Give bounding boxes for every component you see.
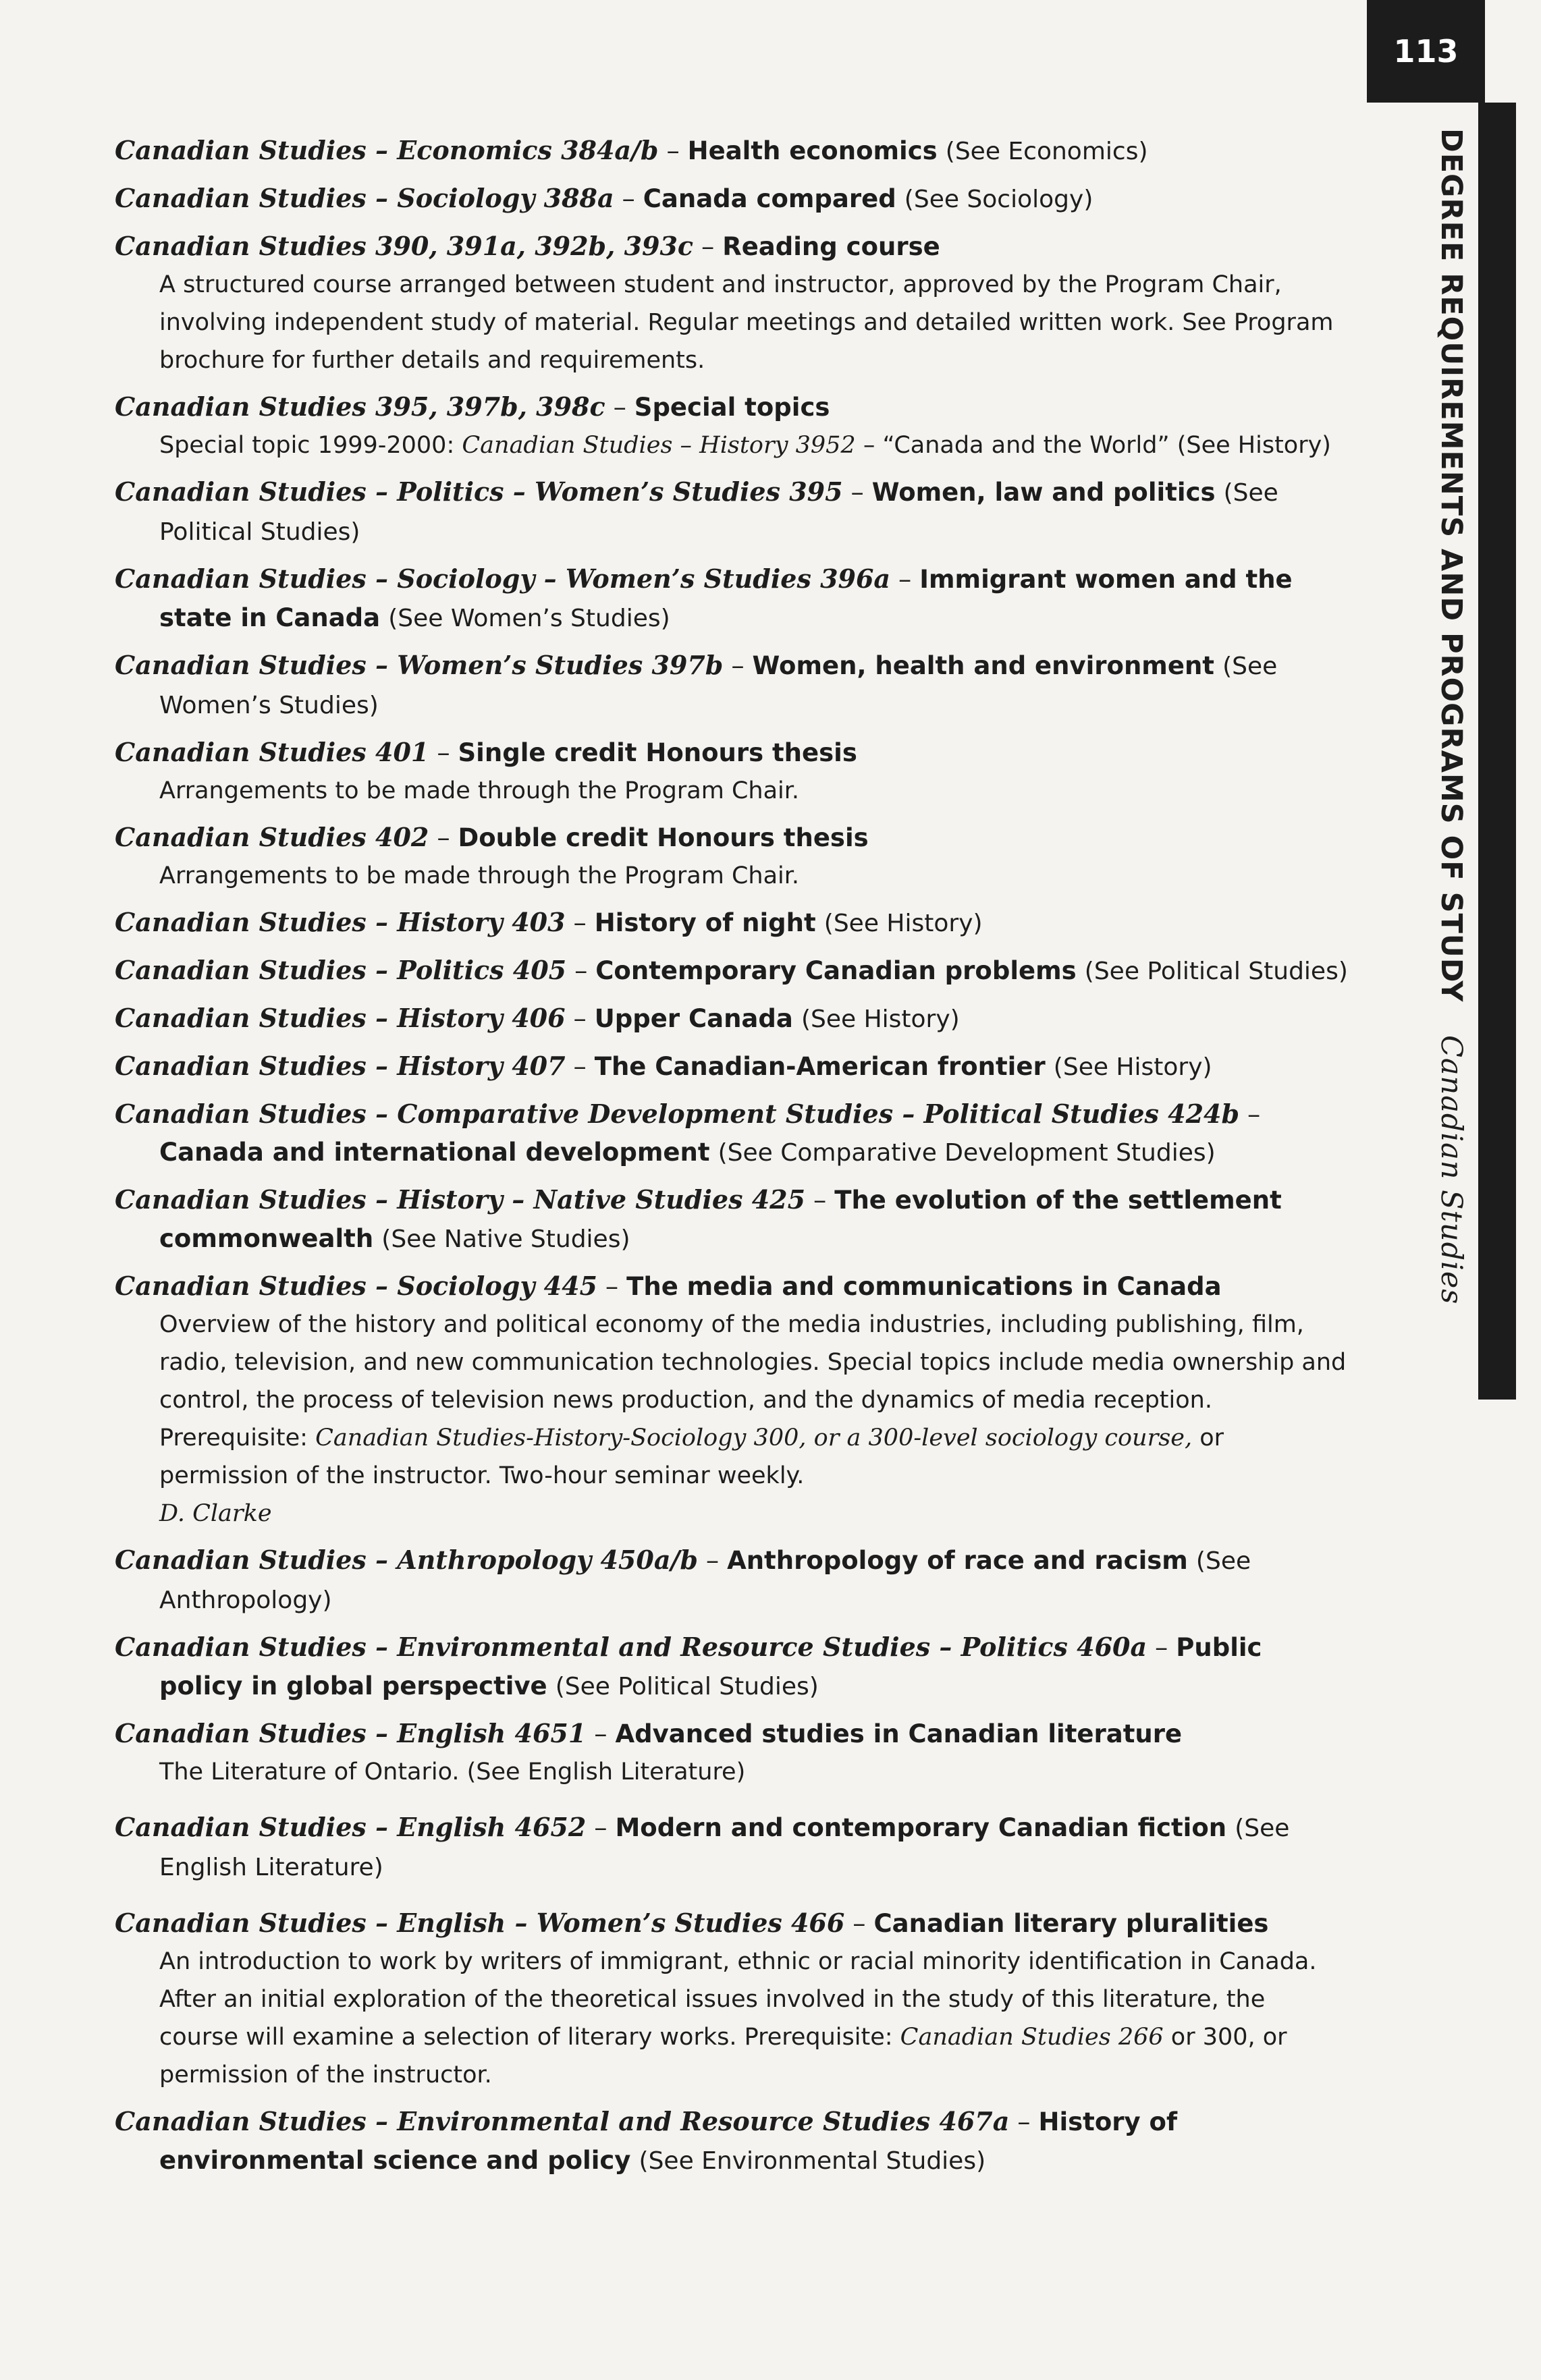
course-heading: Canadian Studies – English – Women’s Studies 466 – Canadian literary pluralities — [115, 1908, 1269, 1938]
course-entry — [115, 1808, 1350, 1887]
course-title: Reading course — [722, 232, 940, 261]
course-description — [115, 1943, 1350, 2094]
course-title: Women, law and politics — [871, 478, 1216, 507]
course-title: Advanced studies in Canadian literature — [615, 1719, 1183, 1748]
course-title: Single credit Honours thesis — [458, 738, 857, 767]
course-heading: Canadian Studies – Politics 405 – Contemporary Canadian problems (See Political Studies) — [115, 955, 1348, 985]
course-entry — [115, 734, 1350, 810]
cross-reference: (See Environmental Studies) — [639, 2147, 986, 2175]
course-entry — [115, 473, 1350, 551]
course-heading: Canadian Studies – Environmental and Resource Studies – Politics 460a – Public policy in global perspective (See Political Studies) — [115, 1632, 1262, 1700]
course-code: Canadian Studies – Anthropology 450a/b — [115, 1545, 698, 1575]
course-entry — [115, 646, 1350, 725]
description-text: A structured course arranged between student and instructor, approved by the Program Chair, involving independent study of material. Regular meetings and detailed written work. See Program brochure for further details and requirements. — [159, 271, 1334, 374]
course-entry — [115, 388, 1350, 464]
course-entry — [115, 560, 1350, 638]
course-entry — [115, 1095, 1350, 1172]
course-code: Canadian Studies – Sociology – Women’s Studies 396a — [115, 563, 891, 594]
course-entry — [115, 132, 1350, 171]
course-title: Upper Canada — [594, 1004, 793, 1033]
course-heading: Canadian Studies – Sociology 445 – The media and communications in Canada — [115, 1271, 1222, 1301]
cross-reference: (See English Literature) — [159, 1815, 1290, 1881]
description-text: An introduction to work by writers of immigrant, ethnic or racial minority identification in Canada. After an initial exploration of the theoretical issues involved in the study of this literature, the course will examine a selection of literary works. Prerequisite: — [159, 1948, 1317, 2051]
course-description — [115, 1306, 1350, 1495]
cross-reference: (See Political Studies) — [1084, 958, 1348, 985]
course-title: Canada compared — [643, 184, 896, 213]
course-title: Canada and international development — [159, 1138, 710, 1167]
description-text: The Literature of Ontario. (See English Literature) — [159, 1759, 746, 1786]
course-title: History of night — [594, 908, 816, 937]
course-title: Women, health and environment — [752, 651, 1214, 680]
course-entry — [115, 1628, 1350, 1706]
cross-reference: (See Sociology) — [904, 186, 1093, 213]
course-code: Canadian Studies – Sociology 388a — [115, 183, 614, 213]
course-heading: Canadian Studies – Women’s Studies 397b – Women, health and environment (See Women’s Studies) — [115, 650, 1278, 719]
course-heading: Canadian Studies – English 4651 – Advanced studies in Canadian literature — [115, 1718, 1183, 1748]
side-heading — [1394, 128, 1468, 1356]
course-heading: Canadian Studies – History 407 – The Canadian-American frontier (See History) — [115, 1051, 1212, 1081]
course-heading: Canadian Studies – Sociology 388a – Canada compared (See Sociology) — [115, 183, 1093, 213]
cross-reference: (See History) — [823, 910, 983, 937]
course-heading: Canadian Studies – Anthropology 450a/b – Anthropology of race and racism (See Anthropology) — [115, 1545, 1251, 1614]
course-code: Canadian Studies – History – Native Studies 425 — [115, 1184, 806, 1215]
description-text: – “Canada and the World” (See History) — [855, 432, 1331, 459]
course-code: Canadian Studies – Politics – Women’s Studies 395 — [115, 476, 843, 507]
course-code: Canadian Studies – English 4651 — [115, 1718, 587, 1748]
course-entry — [115, 999, 1350, 1039]
course-heading: Canadian Studies – History 403 – History of night (See History) — [115, 907, 983, 937]
cross-reference: (See Political Studies) — [555, 1673, 819, 1700]
course-code: Canadian Studies 395, 397b, 398c — [115, 391, 605, 422]
cross-reference: (See History) — [1053, 1053, 1212, 1081]
description-text: Special topic 1999-2000: — [159, 432, 462, 459]
course-code: Canadian Studies – Economics 384a/b — [115, 135, 659, 165]
course-code: Canadian Studies – Comparative Development Studies – Political Studies 424b — [115, 1099, 1240, 1129]
course-heading: Canadian Studies – English 4652 – Modern and contemporary Canadian fiction (See English Literature) — [115, 1812, 1290, 1881]
course-title: Special topics — [634, 393, 830, 422]
course-code: Canadian Studies – Women’s Studies 397b — [115, 650, 724, 680]
course-code: Canadian Studies – History 403 — [115, 907, 566, 937]
course-description — [115, 426, 1350, 464]
description-text: or permission of the instructor. Two-hour seminar weekly. — [159, 1424, 1224, 1489]
cross-reference: (See Native Studies) — [381, 1225, 630, 1253]
course-title: Canadian literary pluralities — [873, 1909, 1269, 1938]
cross-reference: (See Anthropology) — [159, 1547, 1251, 1614]
course-heading: Canadian Studies 401 – Single credit Honours thesis — [115, 737, 857, 767]
course-description — [115, 1753, 1350, 1791]
cross-reference: (See Economics) — [945, 138, 1148, 165]
course-title: The evolution of the settlement commonwealth — [159, 1186, 1282, 1253]
side-heading-main: DEGREE REQUIREMENTS AND PROGRAMS OF STUDY — [1434, 128, 1468, 1003]
description-text: Arrangements to be made through the Program Chair. — [159, 862, 800, 889]
course-code: Canadian Studies – English 4652 — [115, 1812, 587, 1842]
course-description — [115, 857, 1350, 895]
side-black-bar — [1478, 103, 1516, 1400]
course-code: Canadian Studies – Environmental and Resource Studies 467a — [115, 2106, 1010, 2136]
description-italic: Canadian Studies-History-Sociology 300, or a 300-level sociology course, — [315, 1424, 1193, 1451]
description-text: Arrangements to be made through the Program Chair. — [159, 777, 800, 804]
course-code: Canadian Studies – English – Women’s Studies 466 — [115, 1908, 845, 1938]
course-code: Canadian Studies – Environmental and Resource Studies – Politics 460a — [115, 1632, 1147, 1662]
description-italic: Canadian Studies 266 — [900, 2024, 1164, 2051]
course-heading: Canadian Studies – Economics 384a/b – Health economics (See Economics) — [115, 135, 1148, 165]
course-code: Canadian Studies 402 — [115, 822, 429, 852]
course-title: Anthropology of race and racism — [727, 1546, 1188, 1575]
course-entry — [115, 1904, 1350, 2094]
course-entry — [115, 1181, 1350, 1258]
course-heading: Canadian Studies – Environmental and Resource Studies 467a – History of environmental science and policy (See Environmental Studies) — [115, 2106, 1178, 2175]
course-code: Canadian Studies – Politics 405 — [115, 955, 567, 985]
course-title: History of environmental science and policy — [159, 2107, 1178, 2175]
course-title: Health economics — [687, 136, 938, 165]
course-code: Canadian Studies – History 407 — [115, 1051, 566, 1081]
cross-reference: (See History) — [801, 1005, 960, 1033]
description-italic: Canadian Studies – History 3952 — [462, 432, 856, 459]
course-code: Canadian Studies 390, 391a, 392b, 393c — [115, 231, 694, 261]
course-entry — [115, 819, 1350, 895]
course-heading: Canadian Studies 390, 391a, 392b, 393c – Reading course — [115, 231, 940, 261]
course-entry — [115, 1267, 1350, 1532]
course-entry — [115, 2103, 1350, 2180]
course-entry — [115, 951, 1350, 991]
course-entry — [115, 227, 1350, 379]
cross-reference: (See Comparative Development Studies) — [718, 1139, 1216, 1167]
side-heading-sub: Canadian Studies — [1434, 1035, 1468, 1305]
course-code: Canadian Studies – Sociology 445 — [115, 1271, 597, 1301]
cross-reference: (See Women’s Studies) — [388, 605, 670, 632]
description-text: or 300, or permission of the instructor. — [159, 2024, 1287, 2088]
course-entry — [115, 179, 1350, 219]
course-entry — [115, 904, 1350, 943]
cross-reference: (See Political Studies) — [159, 479, 1278, 546]
course-title: Public policy in global perspective — [159, 1633, 1262, 1700]
course-heading: Canadian Studies – History 406 – Upper Canada (See History) — [115, 1003, 960, 1033]
course-title: The Canadian-American frontier — [594, 1052, 1046, 1081]
course-entry — [115, 1715, 1350, 1791]
course-heading: Canadian Studies – Sociology – Women’s Studies 396a – Immigrant women and the state in Canada (See Women’s Studies) — [115, 563, 1293, 632]
course-description — [115, 266, 1350, 379]
course-title: Modern and contemporary Canadian fiction — [615, 1813, 1227, 1842]
course-title: Double credit Honours thesis — [458, 823, 869, 852]
cross-reference: (See Women’s Studies) — [159, 653, 1278, 719]
course-heading: Canadian Studies – Politics – Women’s Studies 395 – Women, law and politics (See Political Studies) — [115, 476, 1278, 546]
description-text: Overview of the history and political economy of the media industries, including publishing, film, radio, television, and new communication technologies. Special topics include media ownership and control, the process of television news production, and the dynamics of media reception. Prerequisite: — [159, 1311, 1347, 1451]
course-entry — [115, 1541, 1350, 1620]
course-heading: Canadian Studies 402 – Double credit Honours thesis — [115, 822, 869, 852]
course-heading: Canadian Studies 395, 397b, 398c – Special topics — [115, 391, 830, 422]
instructor-name: D. Clarke — [159, 1500, 272, 1527]
course-heading: Canadian Studies – Comparative Development Studies – Political Studies 424b – Canada and international development (See Comparative Development Studies) — [115, 1099, 1261, 1167]
page-number: 113 — [1393, 33, 1459, 70]
course-code: Canadian Studies 401 — [115, 737, 429, 767]
page-number-tab — [1367, 0, 1485, 103]
course-heading: Canadian Studies – History – Native Studies 425 – The evolution of the settlement commonwealth (See Native Studies) — [115, 1184, 1282, 1253]
course-code: Canadian Studies – History 406 — [115, 1003, 566, 1033]
course-entry — [115, 1047, 1350, 1086]
course-title: Contemporary Canadian problems — [595, 956, 1077, 985]
course-title: Immigrant women and the state in Canada — [159, 565, 1293, 632]
course-list — [115, 132, 1350, 2189]
course-title: The media and communications in Canada — [626, 1272, 1222, 1301]
course-description — [115, 772, 1350, 810]
